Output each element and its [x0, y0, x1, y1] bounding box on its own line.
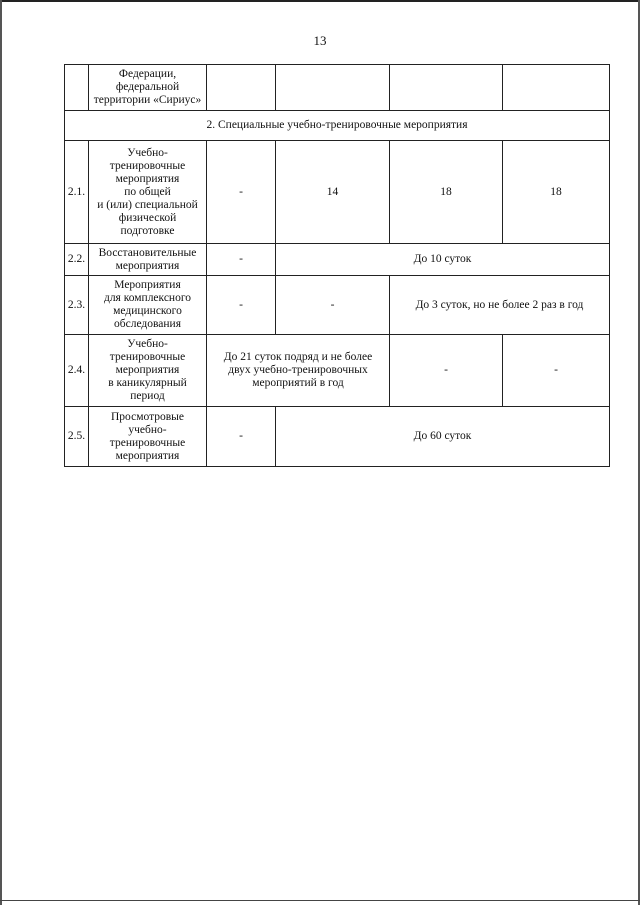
scan-border-left	[0, 0, 2, 905]
table-row	[65, 276, 610, 335]
merged-value: До 21 суток подряд и не более двух учебно-тренировочных мероприятий в год	[207, 335, 390, 407]
cell-value: -	[390, 335, 503, 407]
section-header-row	[65, 111, 610, 141]
cell-value: -	[207, 276, 276, 335]
scan-border-top	[0, 0, 640, 2]
cell-value	[390, 65, 503, 111]
cell-value: 14	[276, 141, 390, 244]
row-number: 2.2.	[65, 244, 89, 276]
row-number: 2.4.	[65, 335, 89, 407]
table-row	[65, 141, 610, 244]
cell-value: -	[503, 335, 610, 407]
merged-value: До 10 суток	[276, 244, 610, 276]
event-name: Мероприятия для комплексного медицинского обследования	[89, 276, 207, 335]
cell-value: -	[207, 244, 276, 276]
table-row	[65, 407, 610, 467]
table-row	[65, 335, 610, 407]
merged-value: До 60 суток	[276, 407, 610, 467]
cell-value: 18	[390, 141, 503, 244]
training-events-table	[64, 64, 610, 467]
row-number	[65, 65, 89, 111]
event-name: Учебно- тренировочные мероприятия в каникулярный период	[89, 335, 207, 407]
cell-value: -	[207, 141, 276, 244]
cell-value	[503, 65, 610, 111]
cell-value: -	[276, 276, 390, 335]
cell-value	[276, 65, 390, 111]
cell-value: 18	[503, 141, 610, 244]
merged-value: До 3 суток, но не более 2 раз в год	[390, 276, 610, 335]
event-name: Восстановительные мероприятия	[89, 244, 207, 276]
cell-value: -	[207, 407, 276, 467]
event-name: Федерации, федеральной территории «Сириус»	[89, 65, 207, 111]
page-number: 13	[313, 33, 327, 48]
table-row	[65, 65, 610, 111]
row-number: 2.3.	[65, 276, 89, 335]
scan-border-bottom	[0, 900, 640, 901]
table-row	[65, 244, 610, 276]
event-name: Учебно- тренировочные мероприятия по общей и (или) специальной физической подготовке	[89, 141, 207, 244]
row-number: 2.1.	[65, 141, 89, 244]
cell-value	[207, 65, 276, 111]
event-name: Просмотровые учебно- тренировочные мероприятия	[89, 407, 207, 467]
section-title: 2. Специальные учебно-тренировочные мероприятия	[65, 111, 610, 141]
row-number: 2.5.	[65, 407, 89, 467]
